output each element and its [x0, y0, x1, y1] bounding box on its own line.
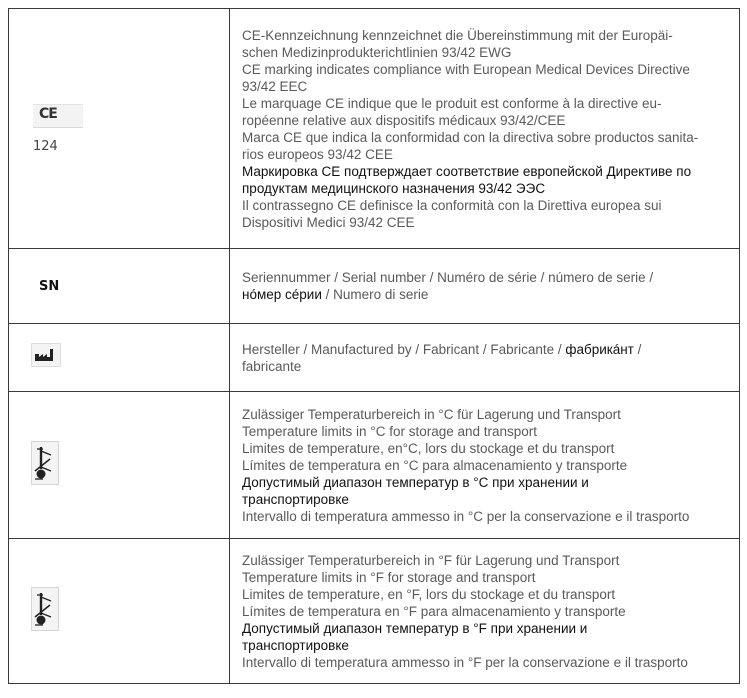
text-segment: / Numero di serie [321, 287, 429, 302]
symbol-cell [9, 539, 230, 684]
text-line: ropéenne relative aux dispositifs médicaux 93/42/CEE [242, 112, 566, 128]
text-line [242, 341, 733, 358]
text-line: fabricante [242, 358, 302, 374]
table-row-temperature-f [9, 539, 740, 684]
text-line-ru: Допустимый диапазон температур в °F при хранении и [242, 620, 588, 636]
text-line: CE-Kennzeichnung kennzeichnet die Übereinstimmung mit der Europäi- [242, 27, 673, 43]
text-line-ru: транспортировке [242, 637, 349, 653]
text-line: Zulässiger Temperaturbereich in °F für Lagerung und Transport [242, 552, 620, 568]
symbol-cell [9, 249, 230, 324]
text-line: Dispositivi Medici 93/42 CEE [242, 214, 415, 230]
text-line: rios europeos 93/42 CEE [242, 146, 393, 162]
text-line-ru: Допустимый диапазон температур в °C при хранении и [242, 474, 589, 490]
symbols-table [8, 8, 740, 684]
text-line: CE marking indicates compliance with European Medical Devices Directive [242, 61, 690, 77]
text-line: schen Medizinprodukterichtlinien 93/42 EWG [242, 44, 512, 60]
table-row-temperature-c [9, 392, 740, 539]
table-row-serial [9, 249, 740, 324]
symbol-cell [9, 392, 230, 539]
text-line: Temperature limits in °C for storage and transport [242, 423, 538, 439]
notified-body-number: 124 [33, 138, 58, 154]
text-line-ru: продуктам медицинского назначения 93/42 ЭЭС [242, 180, 546, 196]
text-line: Zulässiger Temperaturbereich in °C für Lagerung und Transport [242, 406, 621, 422]
manufacturer-icon [31, 343, 61, 372]
text-segment: Hersteller / Manufactured by / Fabricant / Fabricante / [242, 341, 566, 357]
text-segment: / [633, 341, 642, 357]
serial-number-symbol: SN [39, 279, 60, 294]
ce-mark-icon: CE [33, 104, 83, 128]
description-cell [230, 324, 740, 392]
description-cell [230, 392, 740, 539]
text-line [242, 286, 733, 303]
temperature-limit-icon [31, 587, 59, 636]
text-line-ru: транспортировке [242, 491, 349, 507]
symbol-cell [9, 324, 230, 392]
symbol-cell [9, 9, 230, 249]
text-line: Seriennummer / Serial number / Numéro de série / número de serie / [242, 270, 654, 285]
text-line: Intervallo di temperatura ammesso in °F per la conservazione e il trasporto [242, 654, 688, 670]
text-line: 93/42 EEC [242, 78, 308, 94]
text-ru: нóмер сéрии [242, 287, 322, 302]
text-line: Límites de temperatura en °F para almacenamiento y transporte [242, 603, 626, 619]
text-line: Limites de temperature, en °F, lors du stockage et du transport [242, 586, 616, 602]
temperature-limit-icon [31, 441, 59, 490]
text-line: Le marquage CE indique que le produit est conforme à la directive eu- [242, 95, 662, 111]
table-row-manufacturer [9, 324, 740, 392]
text-line-ru: Маркировка CE подтверждает соответствие европейской Директиве по [242, 163, 692, 179]
text-ru: фабрикáнт [565, 341, 634, 357]
text-line: Marca CE que indica la conformidad con la directiva sobre productos sanita- [242, 129, 699, 145]
text-line: Intervallo di temperatura ammesso in °C per la conservazione e il trasporto [242, 508, 690, 524]
text-line: Il contrassegno CE definisce la conformità con la Direttiva europea sui [242, 197, 662, 213]
text-line: Temperature limits in °F for storage and transport [242, 569, 536, 585]
description-cell [230, 9, 740, 249]
text-line: Limites de temperature, en°C, lors du stockage et du transport [242, 440, 615, 456]
description-cell [230, 249, 740, 324]
description-cell [230, 539, 740, 684]
text-line: Límites de temperatura en °C para almacenamiento y transporte [242, 457, 628, 473]
table-row-ce [9, 9, 740, 249]
